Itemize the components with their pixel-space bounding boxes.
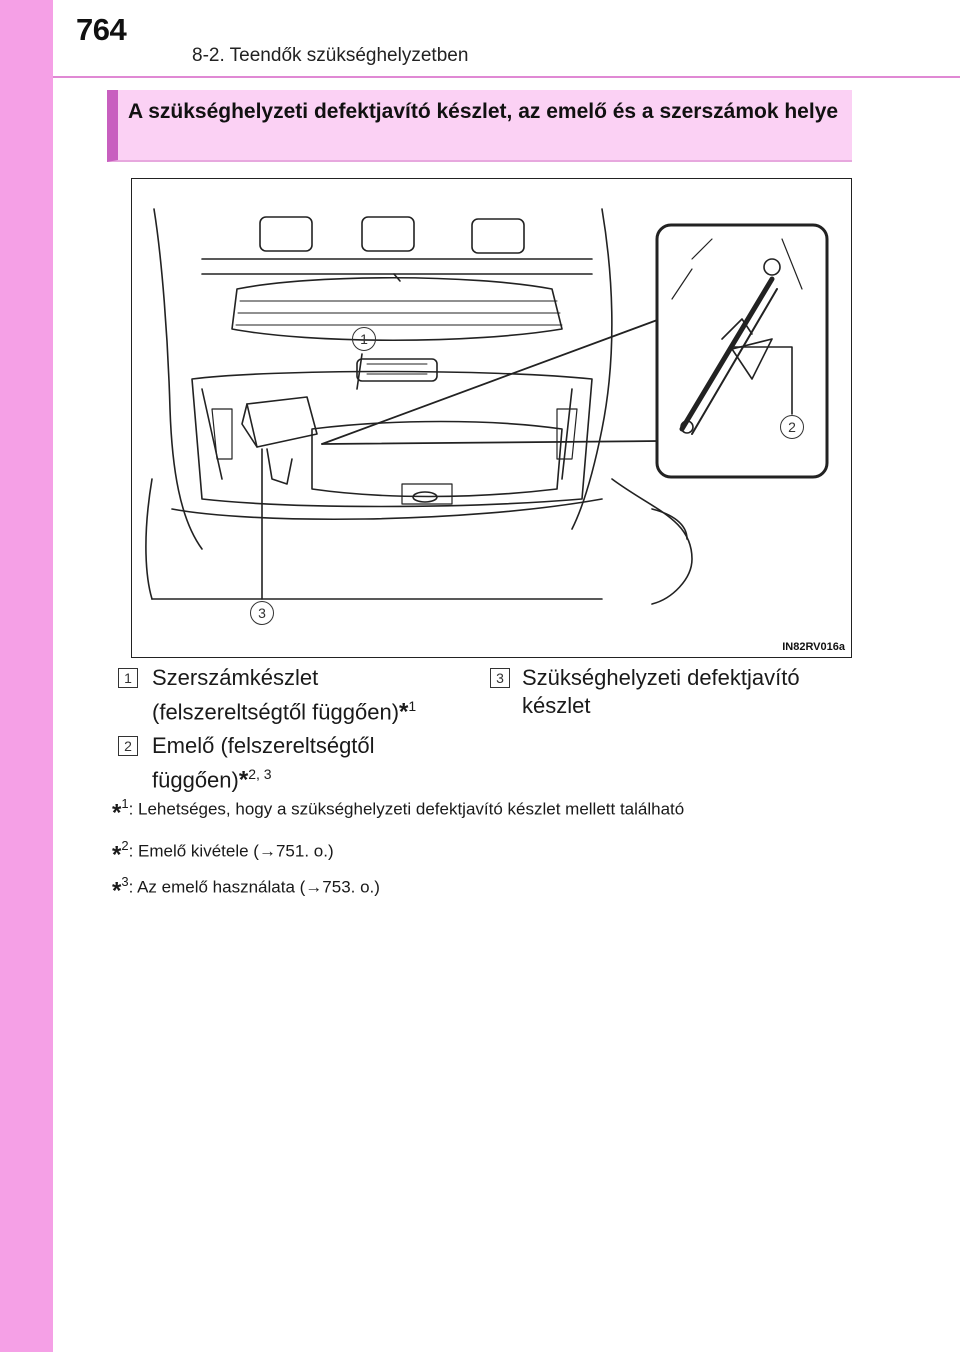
heading-box <box>107 90 852 162</box>
footnote-star-1: * <box>112 799 122 827</box>
footnote-text-3: : Az emelő használata (→753. o.) <box>128 877 380 897</box>
footnote-3 <box>112 874 380 906</box>
figure-callout-1: 1 <box>352 327 376 351</box>
section-title: 8-2. Teendők szükséghelyzetben <box>192 45 469 66</box>
legend-star-2: * <box>238 766 249 794</box>
legend-text-2 <box>152 732 462 794</box>
page-number: 764 <box>76 12 127 47</box>
footnote-2 <box>112 838 334 870</box>
footnote-1 <box>112 796 684 828</box>
footnote-sup-2: 2 <box>121 838 129 853</box>
footnote-star-2: * <box>112 841 122 869</box>
footnote-text-2: : Emelő kivétele (→751. o.) <box>128 841 334 861</box>
figure-code: IN82RV016a <box>782 641 845 653</box>
footnote-sup-3: 3 <box>121 874 129 889</box>
footnote-text-1: : Lehetséges, hogy a szükséghelyzeti defektjavító készlet mellett található <box>128 799 685 819</box>
legend-label-1: Szerszámkészlet (felszereltségtől függően) <box>152 665 400 725</box>
legend-label-2: Emelő (felszereltségtől függően) <box>152 733 375 793</box>
footnote-star-3: * <box>112 877 122 905</box>
legend-sup-2: 2, 3 <box>248 766 272 782</box>
legend-text-1 <box>152 664 452 726</box>
figure-callout-2: 2 <box>780 415 804 439</box>
legend-number-2: 2 <box>118 736 138 756</box>
side-strip <box>0 0 53 1352</box>
figure-callout-3: 3 <box>250 601 274 625</box>
legend-label-3: Szükséghelyzeti defektjavító készlet <box>522 665 800 718</box>
heading-text: A szükséghelyzeti defektjavító készlet, az emelő és a szerszámok helye <box>128 100 839 123</box>
legend-number-1: 1 <box>118 668 138 688</box>
footnote-sup-1: 1 <box>121 796 129 811</box>
legend-sup-1: 1 <box>408 698 417 714</box>
header-rule <box>53 76 960 78</box>
legend-star-1: * <box>399 698 409 726</box>
legend-text-3 <box>522 664 822 720</box>
luggage-illustration <box>132 179 852 658</box>
legend-number-3: 3 <box>490 668 510 688</box>
figure-luggage-compartment <box>131 178 852 658</box>
